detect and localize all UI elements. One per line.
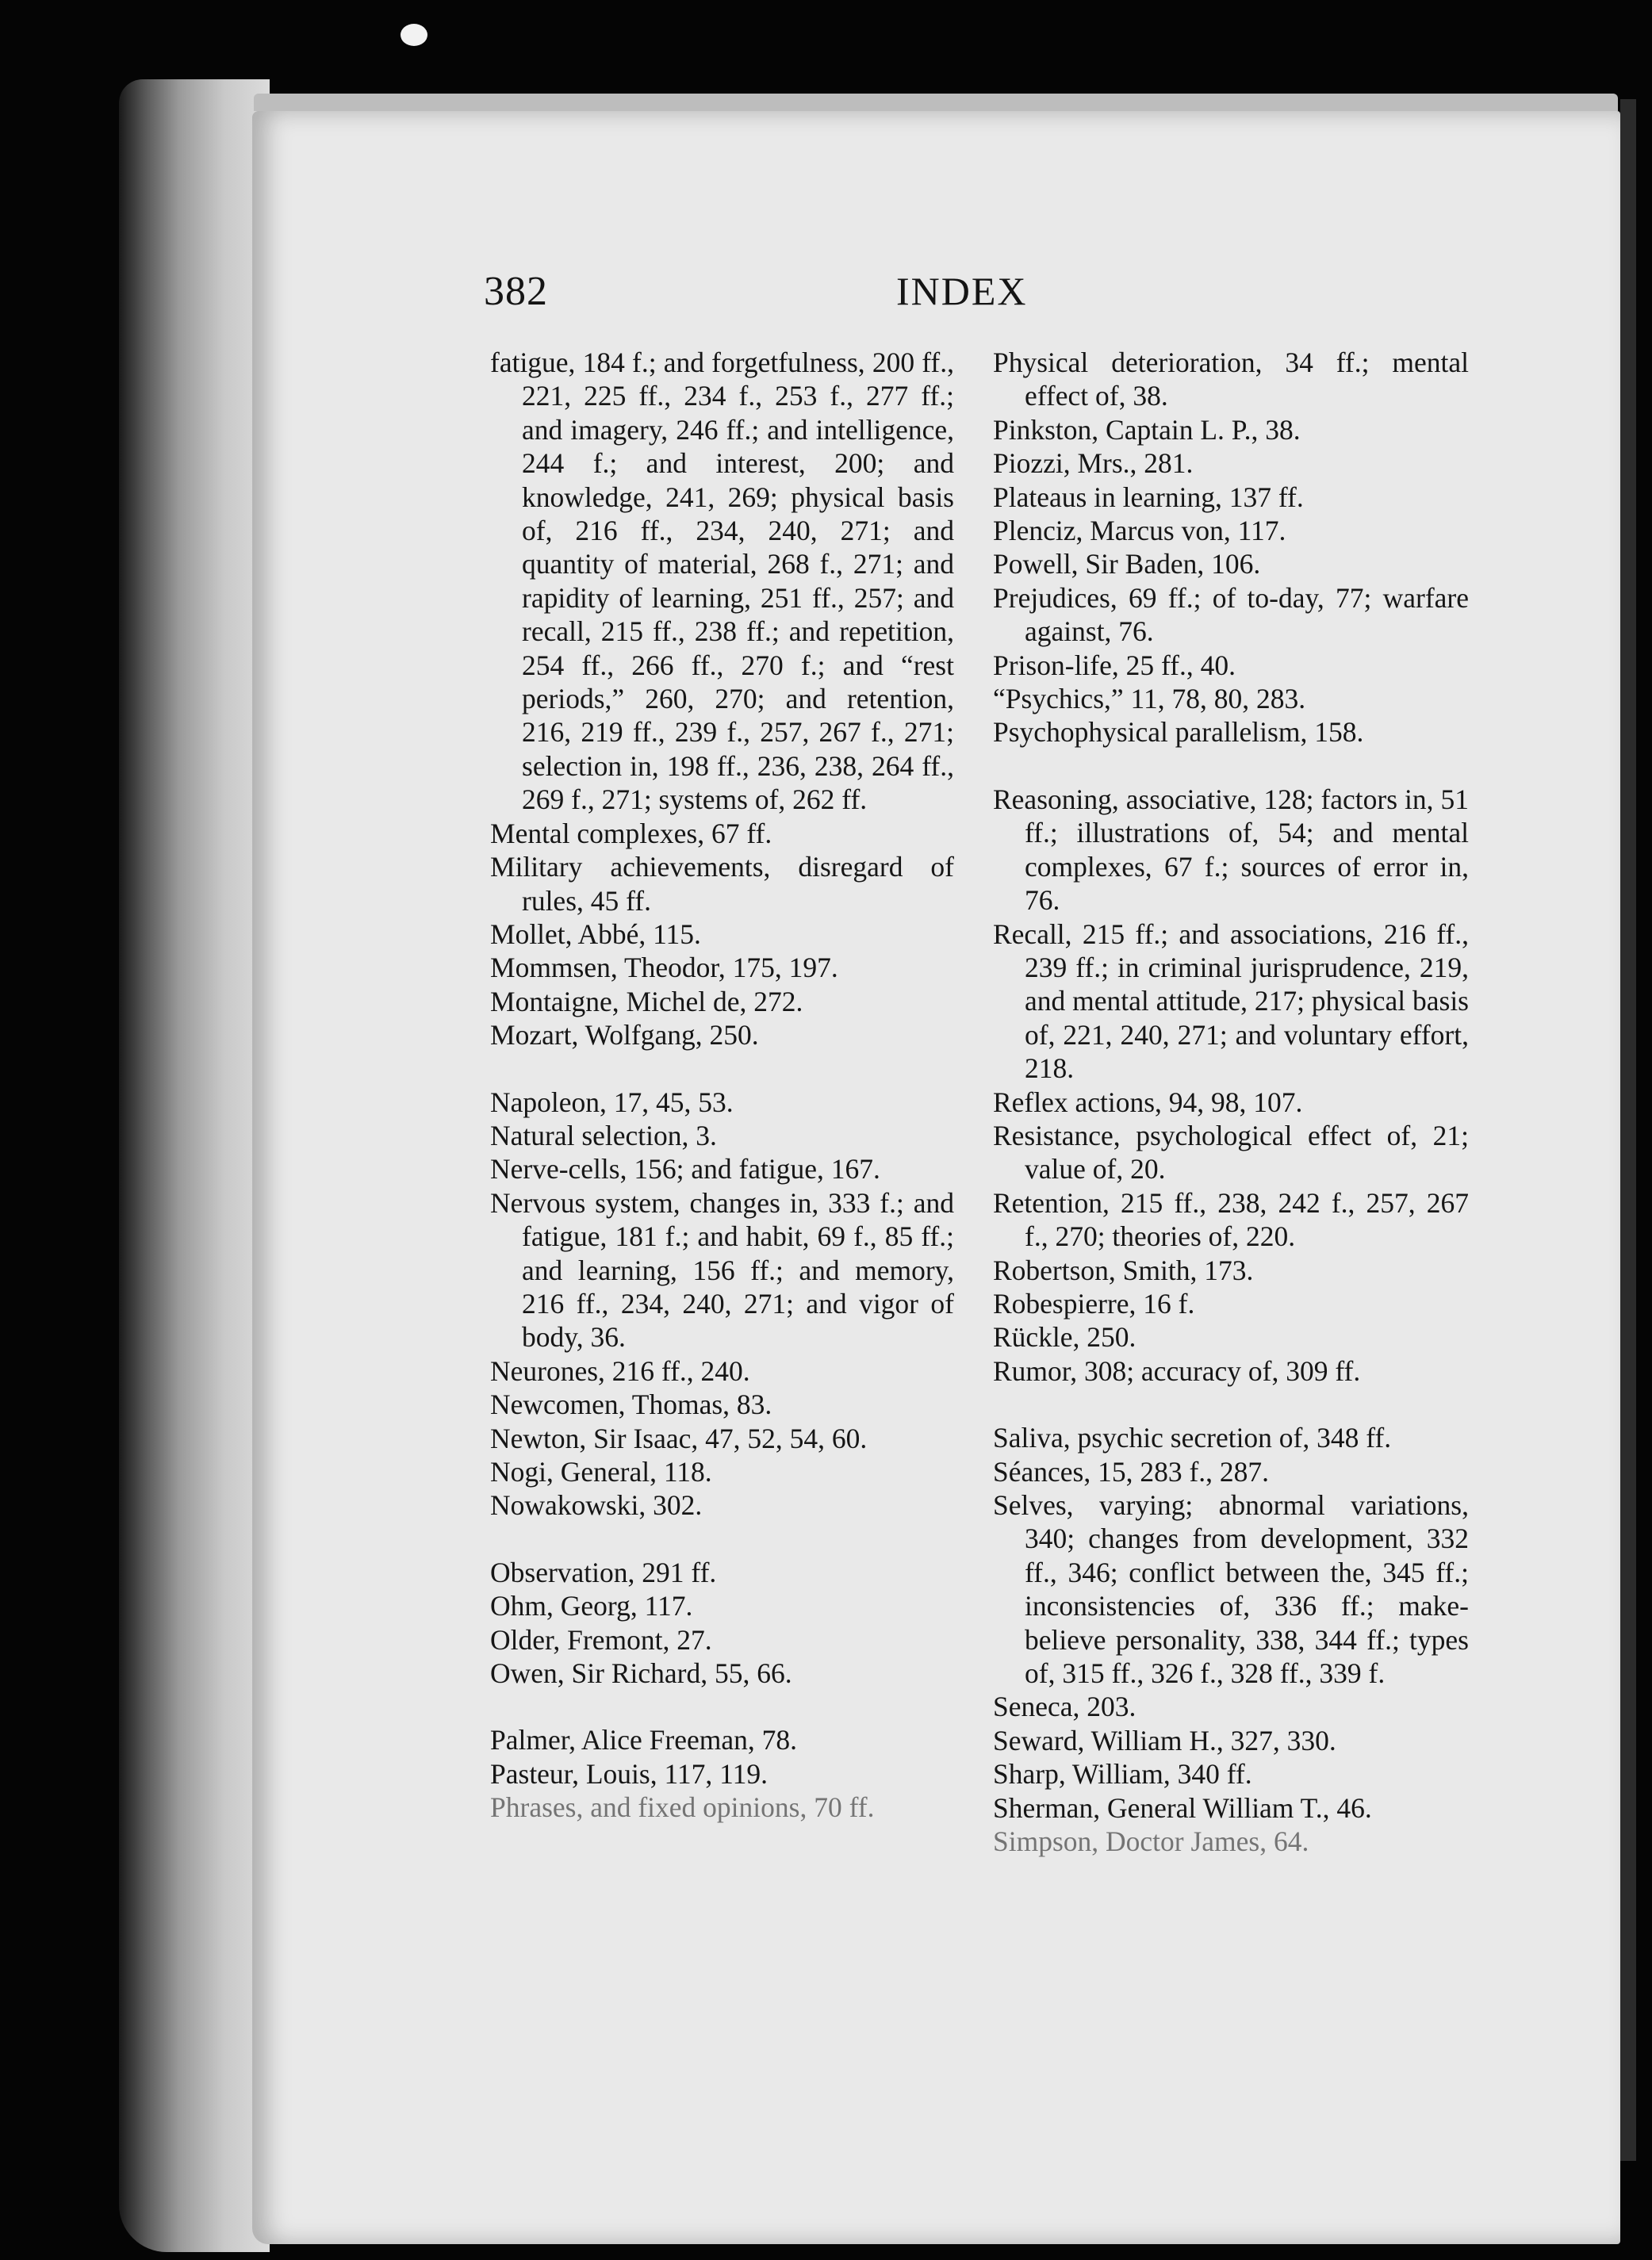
- index-entry: Piozzi, Mrs., 281.: [993, 447, 1194, 480]
- index-entry: Physical deterioration, 34 ff.; mental effect of, 38.: [993, 347, 1469, 412]
- index-entry: Phrases, and fixed opinions, 70 ff.: [490, 1791, 875, 1824]
- letter-group-gap: [993, 749, 1469, 783]
- index-entry: Rumor, 308; accuracy of, 309 ff.: [993, 1354, 1361, 1387]
- index-entry: Simpson, Doctor James, 64.: [993, 1825, 1309, 1858]
- index-entry: Resistance, psychological effect of, 21; value of, 20.: [993, 1119, 1469, 1186]
- letter-group-gap: [993, 1388, 1469, 1421]
- running-head-title: INDEX: [896, 269, 1028, 313]
- index-entry: Prison-life, 25 ff., 40.: [993, 649, 1236, 681]
- index-column-right: [993, 346, 1469, 1858]
- index-entry: Sherman, General William T., 46.: [993, 1791, 1372, 1824]
- index-entry: Palmer, Alice Freeman, 78.: [490, 1724, 797, 1756]
- index-entry: Prejudices, 69 ff.; of to-day, 77; warfare against, 76.: [993, 581, 1469, 648]
- index-entry: Montaigne, Michel de, 272.: [490, 985, 803, 1017]
- index-entry: “Psychics,” 11, 78, 80, 283.: [993, 683, 1306, 715]
- index-entry: fatigue, 184 f.; and forgetfulness, 200 ff., 221, 225 ff., 234 f., 253 f., 277 ff.; and imagery, 246 ff.; and intelligence, 244 f.; and interest, 200; and knowledge, 241, 269; physical basis of, 216 ff., 234, 240, 271; and quantity of material, 268 f., 271; and rapidity of learning, 251 ff., 257; and recall, 215 ff., 238 ff.; and repetition, 254 ff., 266 ff., 270 f.; and “rest periods,” 260, 270; and retention, 216, 219 ff., 239 f., 257, 267 f., 271; selection in, 198 ff., 236, 238, 264 ff., 269 f., 271; systems of, 262 ff.: [490, 347, 954, 816]
- index-entry: Rückle, 250.: [993, 1321, 1136, 1354]
- index-entry: Séances, 15, 283 f., 287.: [993, 1455, 1270, 1488]
- index-entry: Retention, 215 ff., 238, 242 f., 257, 267 f., 270; theories of, 220.: [993, 1186, 1469, 1253]
- index-entry: Newcomen, Thomas, 83.: [490, 1389, 772, 1421]
- page-top-edge: [254, 94, 1618, 111]
- index-entry: Nervous system, changes in, 333 f.; and fatigue, 181 f.; and habit, 69 f., 85 ff.; and learning, 156 ff.; and memory, 216 ff., 234, 240, 271; and vigor of body, 36.: [490, 1186, 954, 1354]
- index-entry: Pinkston, Captain L. P., 38.: [993, 413, 1301, 446]
- letter-group-gap: [490, 1523, 954, 1556]
- index-entry: Nowakowski, 302.: [490, 1489, 703, 1522]
- index-entry: Nerve-cells, 156; and fatigue, 167.: [490, 1153, 880, 1186]
- index-entry: Pasteur, Louis, 117, 119.: [490, 1757, 768, 1790]
- index-entry: Psychophysical parallelism, 158.: [993, 716, 1364, 749]
- index-entry: Reasoning, associative, 128; factors in, 51 ff.; illustrations of, 54; and mental complexes, 67 f.; sources of error in, 76.: [993, 783, 1469, 917]
- index-entry: Natural selection, 3.: [490, 1119, 717, 1151]
- index-entry: Newton, Sir Isaac, 47, 52, 54, 60.: [490, 1422, 868, 1454]
- index-entry: Mollet, Abbé, 115.: [490, 917, 701, 950]
- index-entry: Mental complexes, 67 ff.: [490, 817, 772, 849]
- index-entry: Nogi, General, 118.: [490, 1456, 712, 1488]
- index-entry: Napoleon, 17, 45, 53.: [490, 1086, 734, 1118]
- page-right-edge: [1620, 99, 1636, 2161]
- index-entry: Mozart, Wolfgang, 250.: [490, 1019, 759, 1051]
- index-entry: Owen, Sir Richard, 55, 66.: [490, 1657, 792, 1690]
- index-column-left: [490, 346, 954, 1825]
- index-entry: Robespierre, 16 f.: [993, 1287, 1195, 1320]
- index-entry: Military achievements, disregard of rules, 45 ff.: [490, 851, 954, 917]
- index-entry: Seward, William H., 327, 330.: [993, 1724, 1336, 1756]
- letter-group-gap: [490, 1052, 954, 1086]
- film-spot: [401, 24, 427, 46]
- index-entry: Neurones, 216 ff., 240.: [490, 1354, 750, 1387]
- index-entry: Robertson, Smith, 173.: [993, 1254, 1254, 1286]
- index-entry: Sharp, William, 340 ff.: [993, 1758, 1252, 1791]
- index-entry: Saliva, psychic secretion of, 348 ff.: [993, 1422, 1392, 1454]
- book-spine: [119, 79, 270, 2252]
- index-entry: Recall, 215 ff.; and associations, 216 ff., 239 ff.; in criminal jurisprudence, 219, and mental attitude, 217; physical basis of, 221, 240, 271; and voluntary effort, 218.: [993, 917, 1469, 1085]
- index-entry: Seneca, 203.: [993, 1691, 1136, 1723]
- index-entry: Powell, Sir Baden, 106.: [993, 548, 1261, 580]
- index-entry: Plenciz, Marcus von, 117.: [993, 515, 1286, 547]
- index-entry: Ohm, Georg, 117.: [490, 1590, 693, 1622]
- index-entry: Older, Fremont, 27.: [490, 1623, 712, 1656]
- index-entry: Plateaus in learning, 137 ff.: [993, 481, 1304, 513]
- index-entry: Reflex actions, 94, 98, 107.: [993, 1086, 1303, 1118]
- page-number: 382: [484, 269, 548, 314]
- index-entry: Mommsen, Theodor, 175, 197.: [490, 952, 838, 984]
- letter-group-gap: [490, 1690, 954, 1723]
- index-entry: Observation, 291 ff.: [490, 1556, 717, 1588]
- index-entry: Selves, varying; abnormal variations, 340; changes from development, 332 ff., 346; conflict between the, 345 ff.; inconsistencies of, 336 ff.; make-believe personality, 338, 344 ff.; types of, 315 ff., 326 f., 328 ff., 339 f.: [993, 1489, 1469, 1690]
